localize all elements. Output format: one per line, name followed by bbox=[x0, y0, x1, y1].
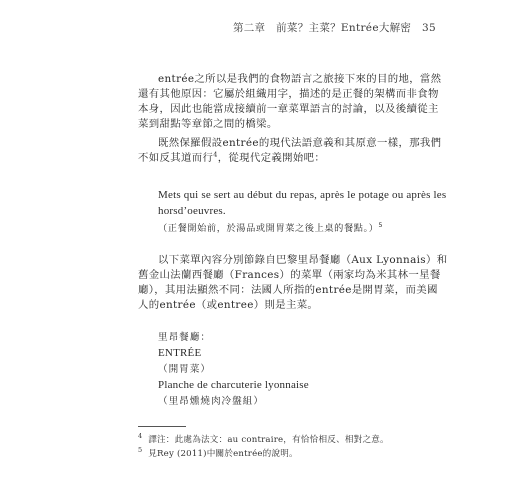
paragraph-1-line-2: 還有其他原因：它屬於組織用字，描述的是正餐的架構而非食物 bbox=[138, 88, 439, 100]
footnote-ref-4: 4 bbox=[213, 150, 218, 159]
paragraph-1-line-1: entrée之所以是我們的食物語言之旅接下來的目的地，當然 bbox=[158, 73, 442, 85]
paragraph-2-line-2 bbox=[138, 151, 325, 166]
footnote-4 bbox=[138, 433, 389, 445]
paragraph-1-line-4: 菜到甜點等章節之間的橋梁。 bbox=[138, 118, 278, 130]
quote-line-2: horsd’oeuvres. bbox=[158, 205, 226, 217]
menu-dish: Planche de charcuterie lyonnaise bbox=[158, 379, 309, 391]
footnote-4-text: 譯注：此處為法文：au contraire，有恰恰相反、相對之意。 bbox=[148, 435, 389, 445]
menu-dish-translation: （里昂燻燒肉冷盤組） bbox=[158, 396, 264, 407]
footnote-4-number: 4 bbox=[138, 432, 143, 441]
footnote-rule bbox=[138, 426, 186, 427]
paragraph-2-text-a: 不如反其道而行 bbox=[138, 152, 214, 164]
paragraph-2-text-b: ，從現代定義開始吧： bbox=[217, 152, 326, 164]
footnote-5-text: 見Rey (2011)中關於entrée的說明。 bbox=[148, 449, 298, 459]
footnote-5-number: 5 bbox=[138, 446, 143, 455]
menu-course-translation: （開胃菜） bbox=[158, 364, 211, 375]
footnote-5 bbox=[138, 447, 298, 459]
quote-translation bbox=[158, 221, 383, 236]
paragraph-3-line-4: 人的entrée（或entree）則是主菜。 bbox=[138, 299, 319, 311]
paragraph-3-line-3: 廳），其用法顯然不同：法國人所指的entrée是開胃菜，而美國 bbox=[138, 284, 438, 296]
quote-line-1: Mets qui se sert au début du repas, après le potage ou après les bbox=[158, 189, 447, 201]
menu-heading: 里昂餐廳： bbox=[158, 332, 211, 343]
running-head: 第二章 前菜？主菜？Entrée大解密 35 bbox=[232, 22, 436, 34]
footnote-ref-5: 5 bbox=[378, 220, 384, 229]
paragraph-3-line-1: 以下菜單內容分別節錄自巴黎里昂餐廳（Aux Lyonnais）和 bbox=[158, 254, 448, 266]
paragraph-1-line-3: 本身，因此也能當成接續前一章菜單語言的討論，以及後續從主 bbox=[138, 103, 439, 115]
paragraph-3-line-2: 舊金山法蘭西餐廳（Frances）的菜單（兩家均為米其林一星餐 bbox=[138, 269, 441, 281]
menu-course: ENTRÉE bbox=[158, 347, 202, 359]
quote-translation-text: （正餐開始前，於湯品或開胃菜之後上桌的餐點。） bbox=[158, 223, 379, 234]
paragraph-2-line-1: 既然保羅假設entrée的現代法語意義和其原意一樣，那我們 bbox=[158, 137, 442, 149]
